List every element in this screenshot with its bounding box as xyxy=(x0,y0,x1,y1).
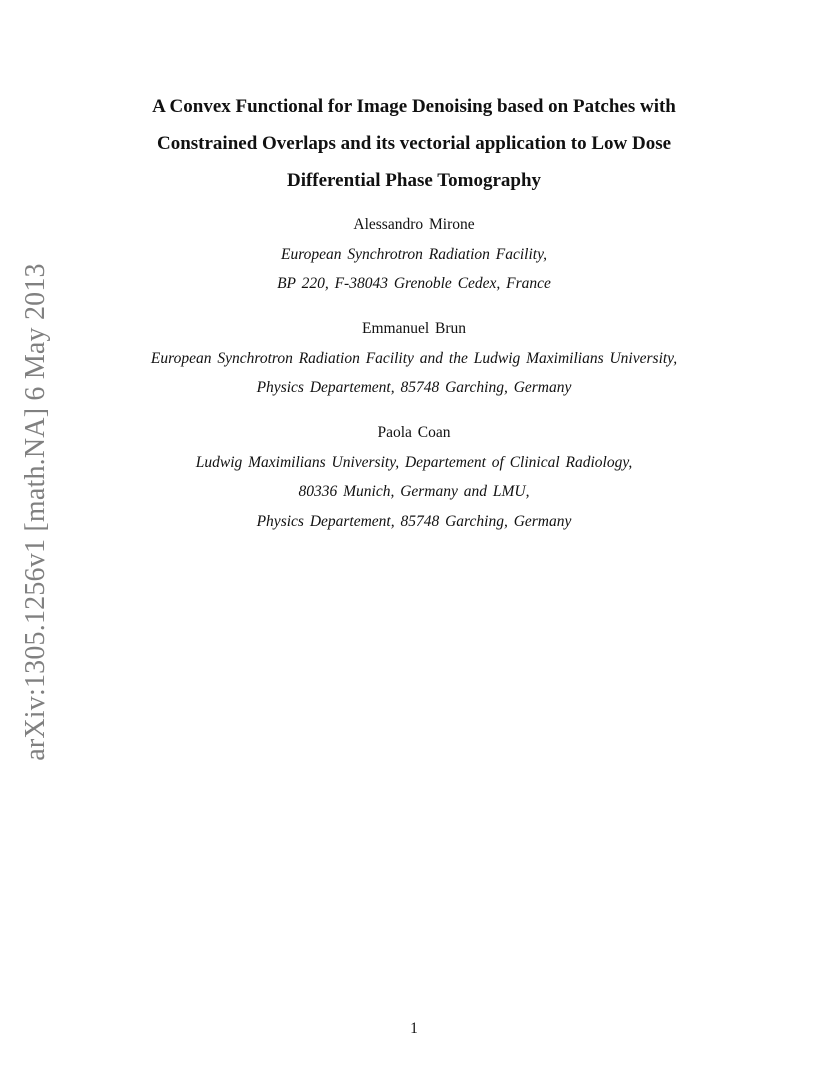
arxiv-identifier: arXiv:1305.1256v1 [math.NA] 6 May 2013 xyxy=(20,263,51,761)
affiliation-line: BP 220, F-38043 Grenoble Cedex, France xyxy=(277,275,551,292)
title-line-1: A Convex Functional for Image Denoising based on Patches with xyxy=(152,96,676,117)
author-block-brun xyxy=(60,314,768,403)
affiliation-line: European Synchrotron Radiation Facility, xyxy=(280,245,548,263)
author-name: Paola Coan xyxy=(377,424,451,441)
author-name: Emmanuel Brun xyxy=(361,320,467,337)
author-block-mirone xyxy=(60,210,768,299)
author-block-coan xyxy=(60,418,768,536)
title-line-2: Constrained Overlaps and its vectorial application to Low Dose xyxy=(156,133,672,154)
affiliation-line: Physics Departement, 85748 Garching, Germany xyxy=(256,379,572,396)
affiliation-line: Physics Departement, 85748 Garching, Germany xyxy=(256,512,572,530)
affiliation-line: Ludwig Maximilians University, Departement of Clinical Radiology, xyxy=(195,453,633,471)
author-name: Alessandro Mirone xyxy=(353,216,475,233)
page-number: 1 xyxy=(410,1020,418,1037)
affiliation-line: European Synchrotron Radiation Facility and the Ludwig Maximilians University, xyxy=(150,349,678,367)
title-line-3: Differential Phase Tomography xyxy=(286,170,542,191)
affiliation-line: 80336 Munich, Germany and LMU, xyxy=(298,483,530,500)
paper-title xyxy=(60,88,768,199)
